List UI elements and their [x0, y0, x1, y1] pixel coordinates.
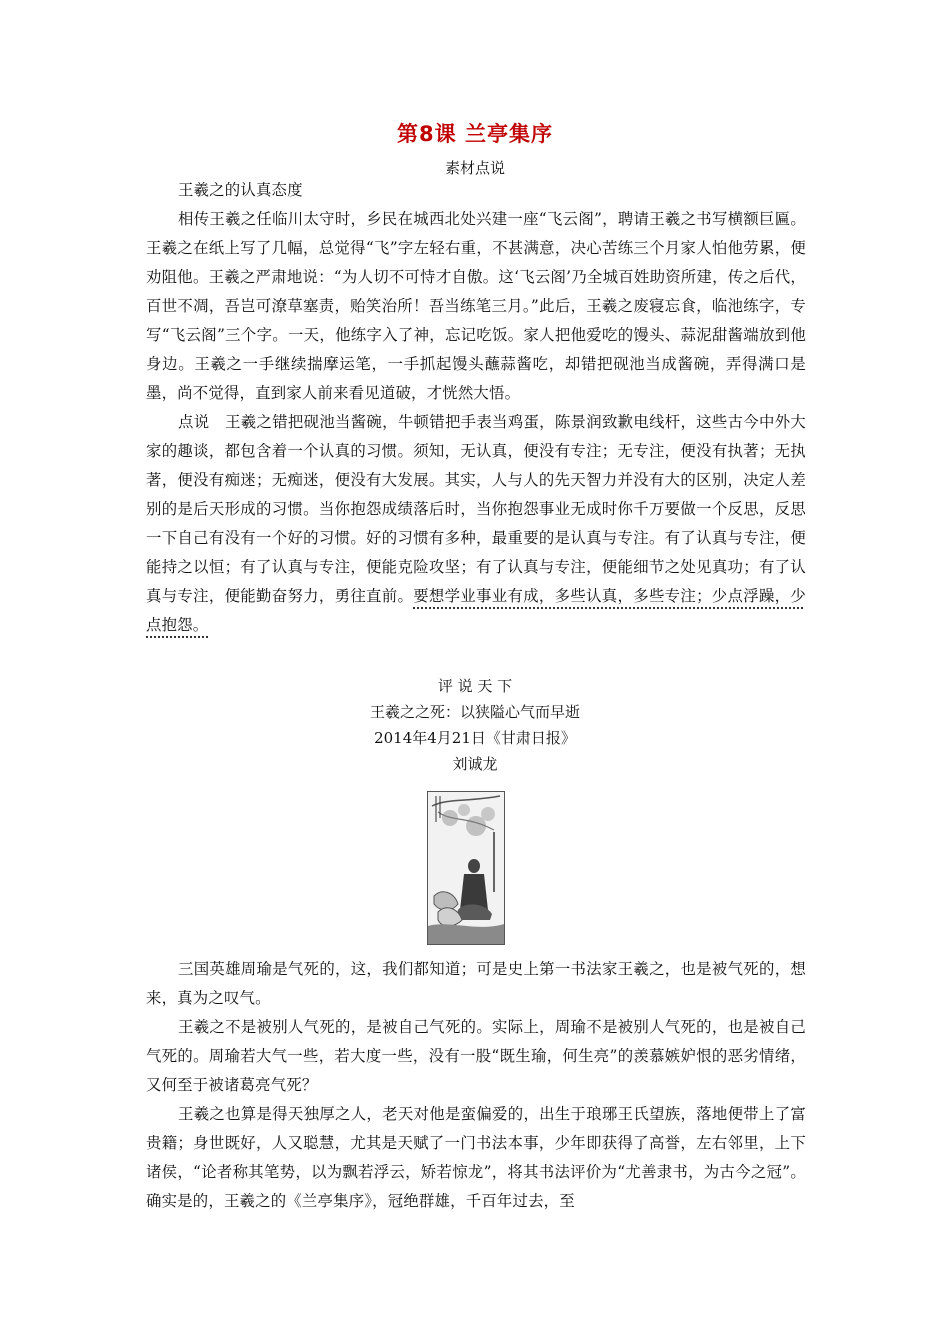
article-paragraph-1: 三国英雄周瑜是气死的，这，我们都知道；可是史上第一书法家王羲之，也是被气死的，想来，真为之叹气。 [146, 960, 806, 1007]
material-section [146, 176, 806, 640]
ink-painting-svg [428, 792, 504, 944]
commentary-article [146, 955, 806, 1216]
comment-paragraph [146, 408, 806, 640]
section-heading-material: 素材点说 [444, 159, 505, 177]
article-title: 王羲之之死：以狭隘心气而早逝 [369, 703, 580, 721]
article-paragraph-3: 王羲之也算是得天独厚之人，老天对他是蛮偏爱的，出生于琅琊王氏望族，落地便带上了富贵籍；身世既好，人又聪慧，尤其是天赋了一门书法本事，少年即获得了高誉，左右邻里，上下诸侯，“论者称其笔势，以为飘若浮云，矫若惊龙”，将其书法评价为“尤善隶书，为古今之冠”。确实是的，王羲之的《兰亭集序》，冠绝群雄，千百年过去，至 [146, 1105, 806, 1210]
article-source: 2014年4月21日《甘肃日报》 [374, 729, 576, 747]
lesson-title: 第8课 兰亭集序 [397, 122, 553, 146]
story-subheading: 王羲之的认真态度 [178, 181, 303, 199]
article-paragraph-2: 王羲之不是被别人气死的，是被自己气死的。实际上，周瑜不是被别人气死的，也是被自己气死的。周瑜若大气一些，若大度一些，没有一股“既生瑜，何生亮”的羡慕嫉妒恨的恶劣情绪，又何至于被诸葛亮气死？ [146, 1018, 806, 1094]
comment-emphasis: 要想学业事业有成，多些认真，多些专注；少点浮躁，少点抱怨。 [146, 587, 806, 634]
comment-text: 点说 王羲之错把砚池当酱碗，牛顿错把手表当鸡蛋，陈景润致歉电线杆，这些古今中外大家的趣谈，都包含着一个认真的习惯。须知，无认真，便没有专注；无专注，便没有执著；无执著，便没有痴迷；无痴迷，便没有大发展。其实，人与人的先天智力并没有大的区别，决定人差别的是后天形成的习惯。当你抱怨成绩落后时，当你抱怨事业无成时你千万要做一个反思，反思一下自己有没有一个好的习惯。好的习惯有多种，最重要的是认真与专注。有了认真与专注，便能持之以恒；有了认真与专注，便能克险攻坚；有了认真与专注，便能细节之处见真功；有了认真与专注，便能勤奋努力，勇往直前。 [146, 413, 806, 605]
article-author: 刘诚龙 [452, 755, 498, 773]
ink-painting-illustration [427, 791, 505, 945]
story-paragraph: 相传王羲之任临川太守时，乡民在城西北处兴建一座“飞云阁”，聘请王羲之书写横额巨匾。王羲之在纸上写了几幅，总觉得“飞”字左轻右重，不甚满意，决心苦练三个月家人怕他劳累，便劝阻他。王羲之严肃地说：“为人切不可恃才自傲。这‘飞云阁’乃全城百姓助资所建，传之后代，百世不凋，吾岂可潦草塞责，贻笑治所！吾当练笔三月。”此后，王羲之废寝忘食，临池练字，专写“飞云阁”三个字。一天，他练字入了神，忘记吃饭。家人把他爱吃的馒头、蒜泥甜酱端放到他身边。王羲之一手继续揣摩运笔，一手抓起馒头蘸蒜酱吃，却错把砚池当成酱碗，弄得满口是墨，尚不觉得，直到家人前来看见道破，才恍然大悟。 [146, 210, 806, 402]
section-heading-commentary: 评 说 天 下 [437, 677, 513, 695]
